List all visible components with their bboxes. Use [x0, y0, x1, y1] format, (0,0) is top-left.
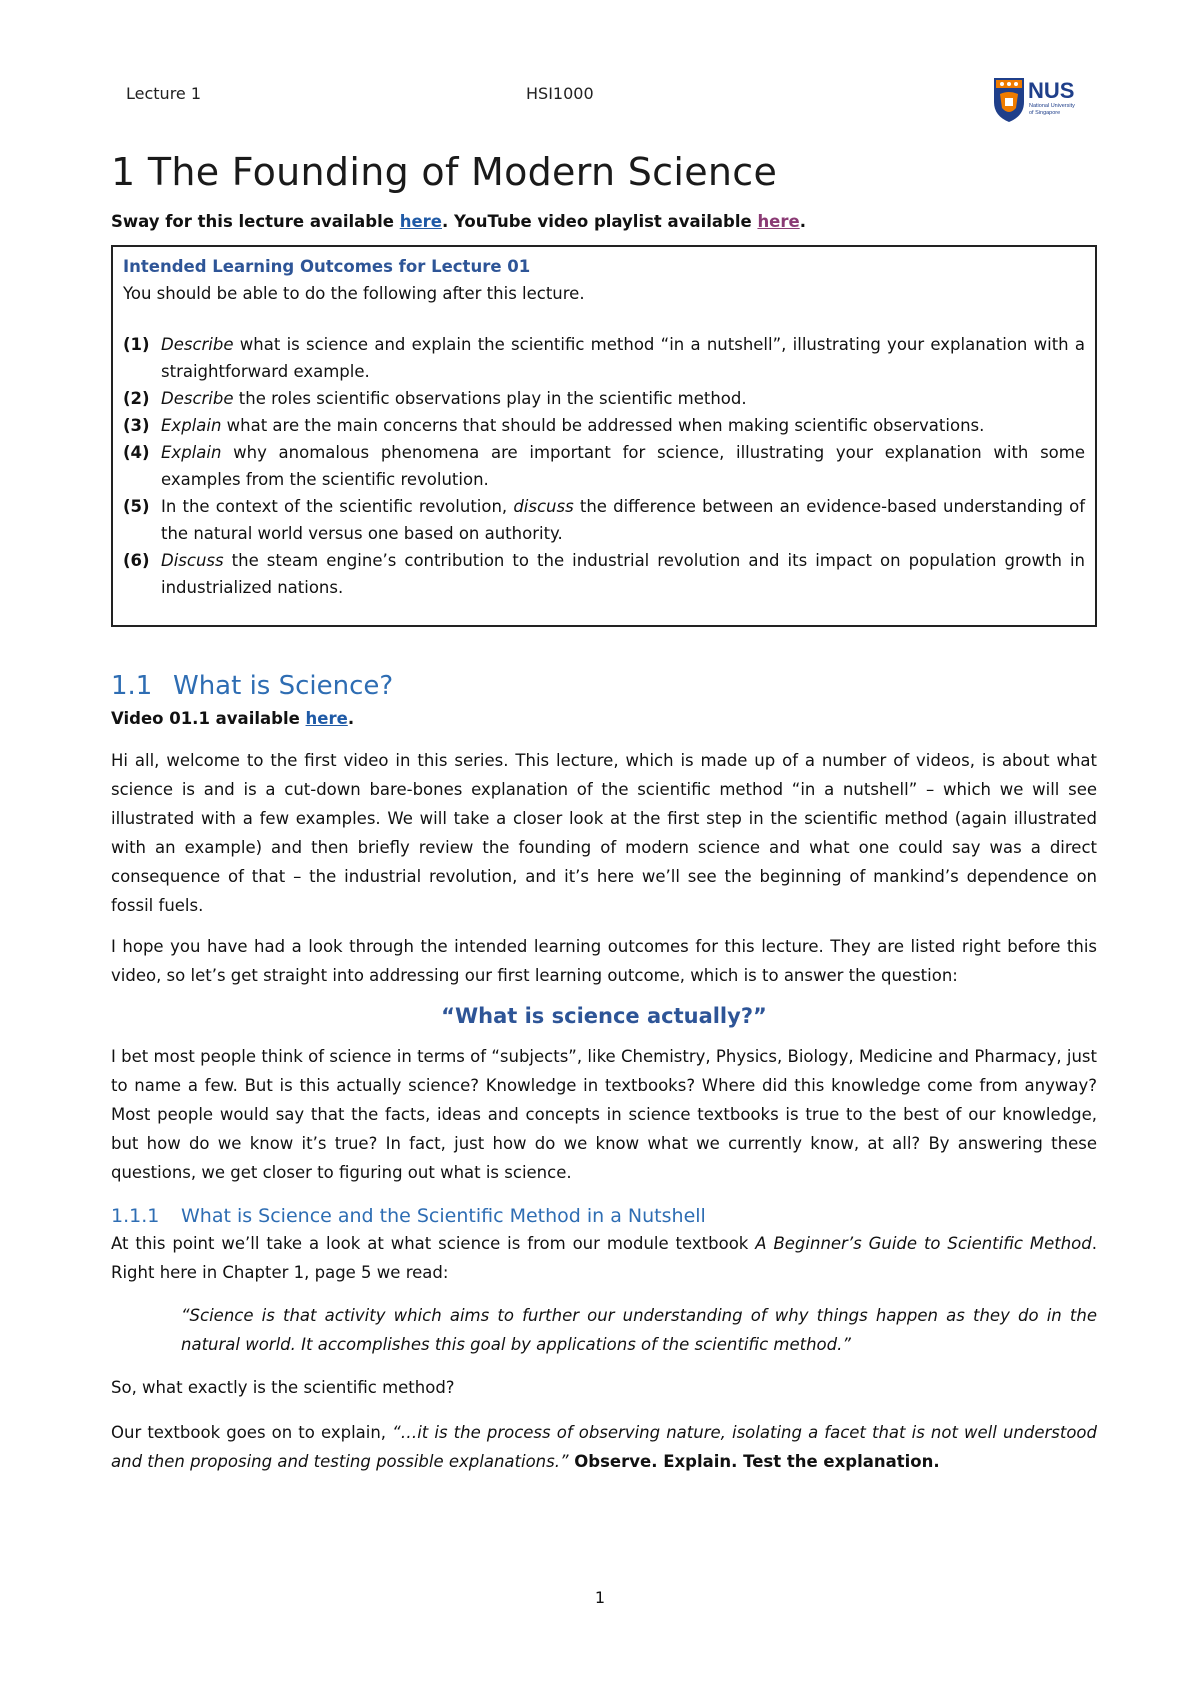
list-item: (4) Explain why anomalous phenomena are important for science, illustrating your explanation with some examples from the scientific revolution. [123, 443, 1085, 489]
list-item: (2) Describe the roles scientific observations play in the scientific method. [123, 389, 747, 408]
section-heading-1-1: 1.1 What is Science? [111, 671, 394, 701]
paragraph-textbook: At this point we’ll take a look at what science is from our module textbook A Beginner’s Guide to Scientific Method. Right here in Chapter 1, page 5 we read: [111, 1234, 1098, 1282]
paragraph-subjects: I bet most people think of science in terms of “subjects”, like Chemistry, Physics, Biology, Medicine and Pharmacy, just to name a few. But is this actually science? Knowledge in textbooks? Where did this knowledge come from anyway? Most people would say that the facts, ideas and concepts in science textbooks is true to the best of our knowledge, but how do we know it’s true? In fact, just how do we know what we currently know, at all? By answering these questions, we get closer to figuring out what is science. [111, 1047, 1097, 1182]
nus-crest-icon [994, 78, 1024, 122]
page-title: 1 The Founding of Modern Science [111, 150, 778, 194]
list-item: (5) In the context of the scientific revolution, discuss the difference between an evidence-based understanding of the natural world versus one based on authority. [123, 497, 1085, 543]
svg-text:of Singapore: of Singapore [1029, 110, 1061, 116]
learning-outcomes-intro: You should be able to do the following after this lecture. [123, 284, 585, 303]
sway-line: Sway for this lecture available here. YouTube video playlist available here. [111, 212, 806, 231]
header-lecture: Lecture 1 [126, 84, 202, 103]
learning-outcomes-box [111, 245, 1097, 627]
paragraph-question: So, what exactly is the scientific method? [111, 1378, 455, 1397]
document-body [111, 150, 1097, 1476]
svg-text:National University: National University [1029, 103, 1075, 109]
key-question: “What is science actually?” [441, 1004, 767, 1028]
section-heading-1-1-1: 1.1.1 What is Science and the Scientific Method in a Nutshell [111, 1205, 706, 1227]
video-link[interactable]: here [305, 709, 348, 728]
paragraph-intro: Hi all, welcome to the first video in this series. This lecture, which is made up of a number of videos, is about what science is and is a cut-down bare-bones explanation of the scientific method “in a nutshell” – which we will see illustrated with a few examples. We will take a closer look at the first step in the scientific method (again illustrated with an example) and then briefly review the founding of modern science and what one could say was a direct consequence of that – the industrial revolution, and it’s here we’ll see the beginning of mankind’s dependence on fossil fuels. [111, 751, 1097, 915]
page-number: 1 [594, 1588, 606, 1607]
list-item: (1) Describe what is science and explain the scientific method “in a nutshell”, illustrating your explanation with a straightforward example. [123, 335, 1085, 381]
textbook-quote: “Science is that activity which aims to further our understanding of why things happen as they do in the natural world. It accomplishes this goal by applications of the scientific method.” [181, 1306, 1097, 1354]
header-course-code: HSI1000 [526, 84, 594, 103]
book-title: A Beginner’s Guide to Scientific Method [755, 1234, 1092, 1253]
learning-outcomes-title: Intended Learning Outcomes for Lecture 01 [123, 257, 531, 276]
svg-text:NUS: NUS [1028, 78, 1075, 103]
list-item: (3) Explain what are the main concerns that should be addressed when making scientific observations. [123, 416, 985, 435]
paragraph-method: Our textbook goes on to explain, “…it is the process of observing nature, isolating a facet that is not well understood and then proposing and testing possible explanations.” Observe. Explain. Test the explanation. [111, 1423, 1097, 1471]
list-item: (6) Discuss the steam engine’s contribution to the industrial revolution and its impact on population growth in industrialized nations. [123, 551, 1085, 597]
paragraph-outcomes: I hope you have had a look through the intended learning outcomes for this lecture. They are listed right before this video, so let’s get straight into addressing our first learning outcome, which is to answer the question: [111, 937, 1097, 985]
sway-link[interactable]: here [399, 212, 442, 231]
learning-outcomes-list [123, 331, 1085, 601]
nus-logo [990, 76, 1100, 124]
video-line: Video 01.1 available here. [111, 709, 355, 728]
youtube-playlist-link[interactable]: here [757, 212, 800, 231]
